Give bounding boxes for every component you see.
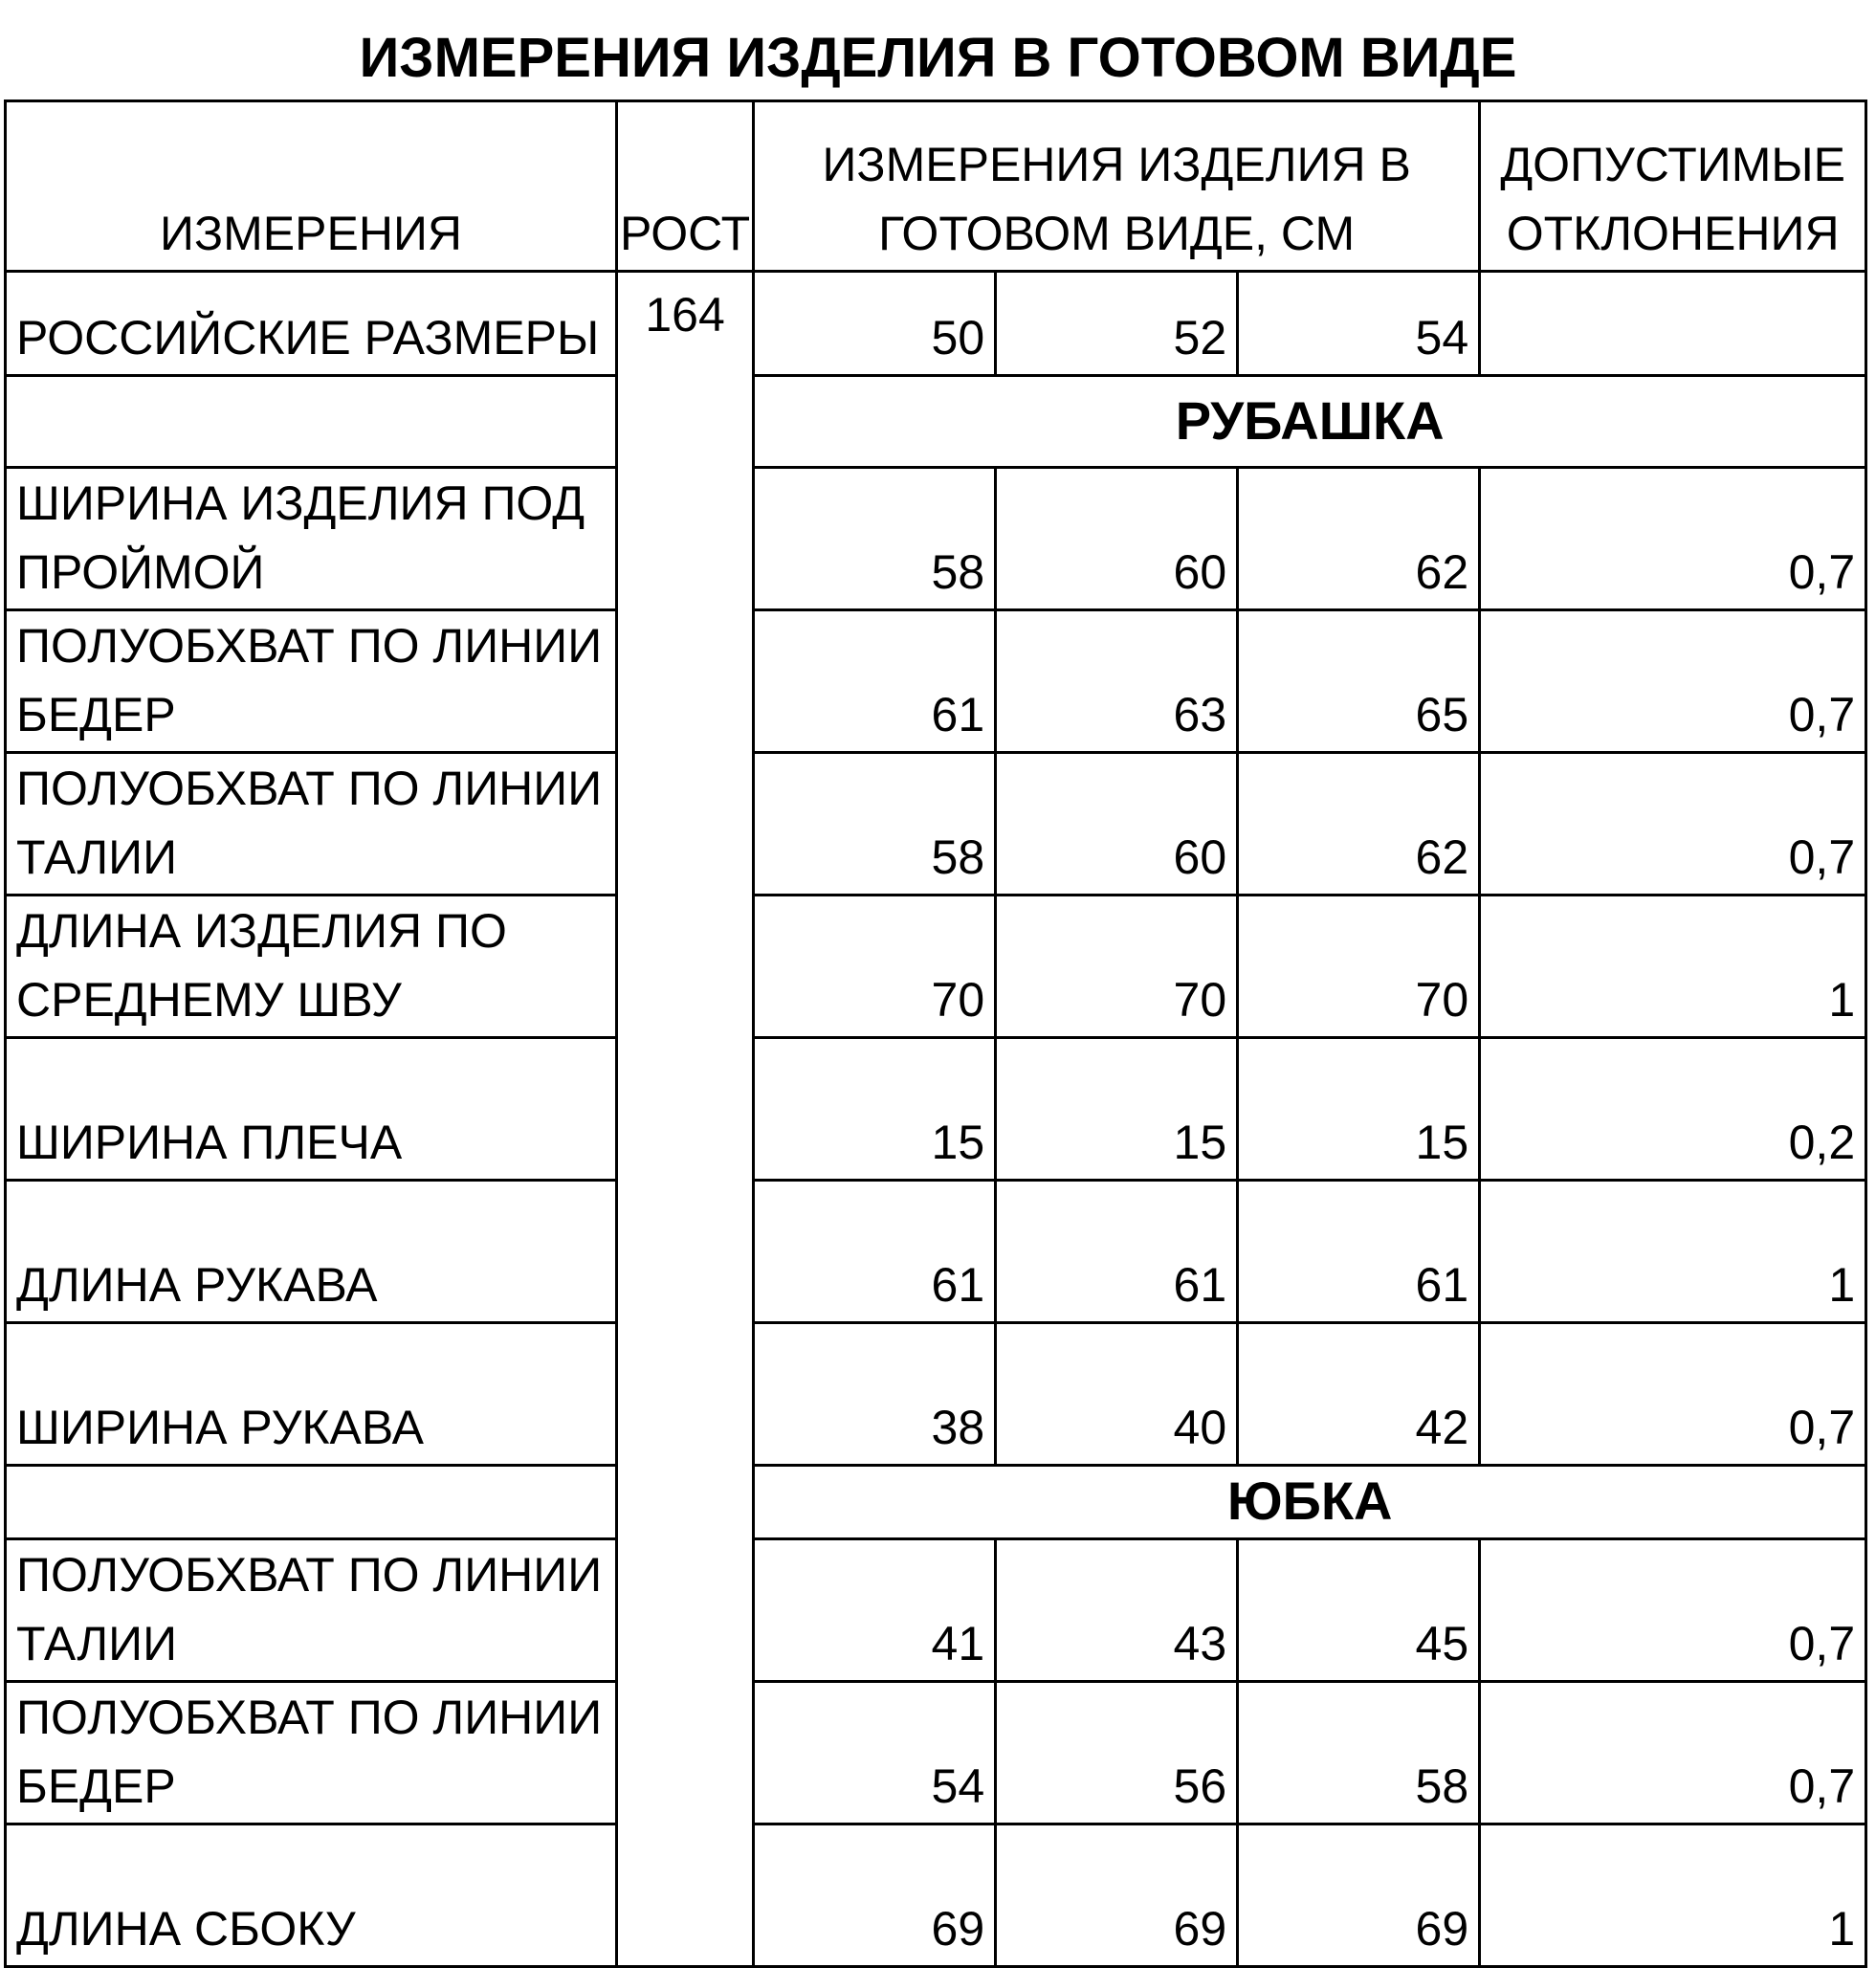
value-cell: 63 — [996, 610, 1238, 753]
value-cell: 56 — [996, 1682, 1238, 1824]
header-finished-measurements: ИЗМЕРЕНИЯ ИЗДЕЛИЯ В ГОТОВОМ ВИДЕ, СМ — [754, 101, 1480, 272]
tolerance-cell: 0,7 — [1480, 1682, 1866, 1824]
header-height: РОСТ — [617, 101, 754, 272]
tolerance-cell: 0,2 — [1480, 1038, 1866, 1181]
measurement-label: ДЛИНА РУКАВА — [6, 1181, 617, 1323]
value-cell: 38 — [754, 1323, 996, 1466]
value-cell: 43 — [996, 1539, 1238, 1682]
value-cell: 61 — [996, 1181, 1238, 1323]
sizes-row-label: РОССИЙСКИЕ РАЗМЕРЫ — [6, 272, 617, 376]
tolerance-cell: 0,7 — [1480, 753, 1866, 896]
value-cell: 15 — [754, 1038, 996, 1181]
measurement-label: ПОЛУОБХВАТ ПО ЛИНИИ ТАЛИИ — [6, 753, 617, 896]
table-row — [6, 896, 1866, 1038]
section-title: ЮБКА — [754, 1466, 1866, 1539]
value-cell: 54 — [754, 1682, 996, 1824]
tolerance-cell: 1 — [1480, 1181, 1866, 1323]
header-tolerance: ДОПУСТИМЫЕ ОТКЛОНЕНИЯ — [1480, 101, 1866, 272]
table-row — [6, 1323, 1866, 1466]
value-cell: 60 — [996, 468, 1238, 610]
measurement-label: ПОЛУОБХВАТ ПО ЛИНИИ ТАЛИИ — [6, 1539, 617, 1682]
table-row — [6, 610, 1866, 753]
measurements-table — [4, 100, 1867, 1968]
value-cell: 65 — [1238, 610, 1480, 753]
value-cell: 69 — [996, 1824, 1238, 1967]
value-cell: 69 — [754, 1824, 996, 1967]
sizes-row — [6, 272, 1866, 376]
value-cell: 40 — [996, 1323, 1238, 1466]
value-cell: 62 — [1238, 468, 1480, 610]
section-title: РУБАШКА — [754, 376, 1866, 468]
value-cell: 58 — [754, 753, 996, 896]
value-cell: 61 — [1238, 1181, 1480, 1323]
table-row — [6, 1181, 1866, 1323]
value-cell: 15 — [1238, 1038, 1480, 1181]
value-cell: 61 — [754, 610, 996, 753]
measurement-label: ШИРИНА РУКАВА — [6, 1323, 617, 1466]
size-tolerance-empty — [1480, 272, 1866, 376]
page-title: ИЗМЕРЕНИЯ ИЗДЕЛИЯ В ГОТОВОМ ВИДЕ — [359, 27, 1517, 89]
table-row — [6, 1539, 1866, 1682]
measurement-label: ШИРИНА ПЛЕЧА — [6, 1038, 617, 1181]
tolerance-cell: 0,7 — [1480, 610, 1866, 753]
value-cell: 61 — [754, 1181, 996, 1323]
tolerance-cell: 0,7 — [1480, 468, 1866, 610]
section-blank-cell — [6, 376, 617, 468]
value-cell: 41 — [754, 1539, 996, 1682]
measurement-label: ШИРИНА ИЗДЕЛИЯ ПОД ПРОЙМОЙ — [6, 468, 617, 610]
value-cell: 45 — [1238, 1539, 1480, 1682]
tolerance-cell: 0,7 — [1480, 1323, 1866, 1466]
table-row — [6, 1824, 1866, 1967]
header-row — [6, 101, 1866, 272]
tolerance-cell: 0,7 — [1480, 1539, 1866, 1682]
value-cell: 15 — [996, 1038, 1238, 1181]
value-cell: 62 — [1238, 753, 1480, 896]
size-cell: 50 — [754, 272, 996, 376]
value-cell: 58 — [1238, 1682, 1480, 1824]
value-cell: 70 — [1238, 896, 1480, 1038]
table-row — [6, 1682, 1866, 1824]
size-cell: 52 — [996, 272, 1238, 376]
size-cell: 54 — [1238, 272, 1480, 376]
tolerance-cell: 1 — [1480, 896, 1866, 1038]
value-cell: 70 — [754, 896, 996, 1038]
value-cell: 42 — [1238, 1323, 1480, 1466]
table-row — [6, 468, 1866, 610]
section-blank-cell — [6, 1466, 617, 1539]
value-cell: 58 — [754, 468, 996, 610]
tolerance-cell: 1 — [1480, 1824, 1866, 1967]
table-row — [6, 1038, 1866, 1181]
section-row — [6, 1466, 1866, 1539]
value-cell: 70 — [996, 896, 1238, 1038]
measurement-label: ДЛИНА ИЗДЕЛИЯ ПО СРЕДНЕМУ ШВУ — [6, 896, 617, 1038]
value-cell: 60 — [996, 753, 1238, 896]
header-measurements: ИЗМЕРЕНИЯ — [6, 101, 617, 272]
measurement-label: ПОЛУОБХВАТ ПО ЛИНИИ БЕДЕР — [6, 610, 617, 753]
section-row — [6, 376, 1866, 468]
measurement-label: ПОЛУОБХВАТ ПО ЛИНИИ БЕДЕР — [6, 1682, 617, 1824]
value-cell: 69 — [1238, 1824, 1480, 1967]
height-value: 164 — [617, 272, 754, 1967]
measurement-label: ДЛИНА СБОКУ — [6, 1824, 617, 1967]
table-row — [6, 753, 1866, 896]
